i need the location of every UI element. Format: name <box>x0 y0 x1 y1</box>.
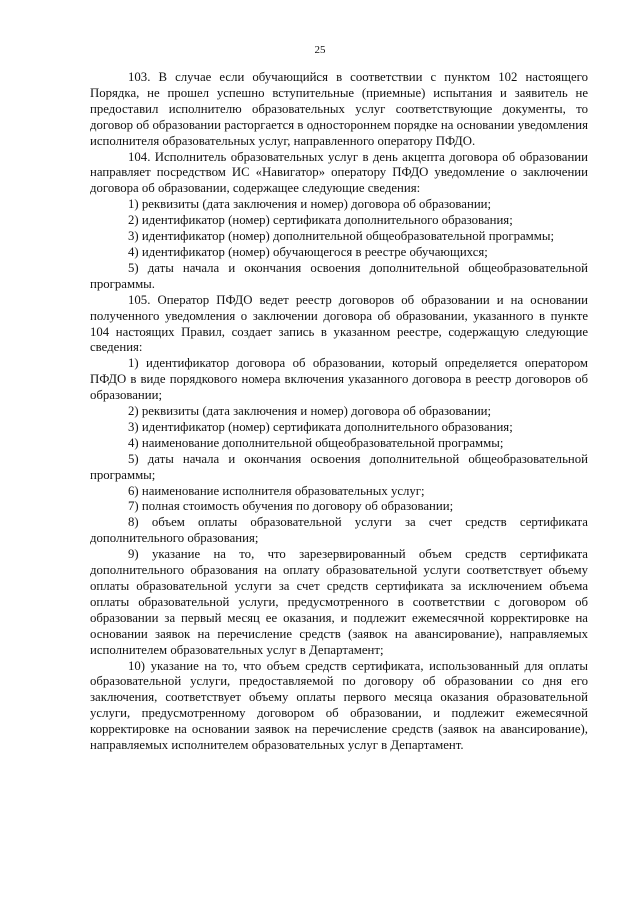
paragraph-105: 105. Оператор ПФДО ведет реестр договоров об образовании и на основании полученного уведомления о заключении договора об образовании, указанного в пункте 104 настоящих Правил, создает запись в указанном реестре, содержащую следующие сведения: <box>90 292 588 355</box>
page-number: 25 <box>314 44 326 56</box>
list-item: 2) идентификатор (номер) сертификата дополнительного образования; <box>128 213 513 228</box>
list-item: 3) идентификатор (номер) дополнительной общеобразовательной программы; <box>128 229 555 244</box>
paragraph-103: 103. В случае если обучающийся в соответствии с пунктом 102 настоящего Порядка, не прошел успешно вступительные (приемные) испытания и заявитель не предоставил исполнителю образовательных услуг соответствующие документы, то договор об образовании расторгается в одностороннем порядке на основании уведомления исполнителя образовательных услуг, направленного оператору ПФДО. <box>90 70 588 148</box>
list-item: 4) идентификатор (номер) обучающегося в реестре обучающихся; <box>128 244 488 259</box>
list-item: 6) наименование исполнителя образовательных услуг; <box>128 483 425 498</box>
list-item: 5) даты начала и окончания освоения дополнительной общеобразовательной программы; <box>90 451 588 482</box>
list-item: 10) указание на то, что объем средств сертификата, использованный для оплаты образовательной услуги, предоставляемой по договору об образовании со дня его заключения, соответствует объему оплаты первого месяца оказания образовательной услуги, предусмотренному договором об образовании, и подлежит ежемесячной корректировке на основании заявок на перечисление средств (заявок на авансирование), направляемых исполнителем образовательных услуг в Департамент. <box>90 658 588 753</box>
list-item: 9) указание на то, что зарезервированный объем средств сертификата дополнительного образования на оплату образовательной услуги соответствует объему оплаты образовательной услуги за счет средств сертификата за исключением объема оплаты образовательной услуги, предусмотренного в соответствии с договором об образовании за первый месяц ее оказания, и подлежит ежемесячной корректировке на основании заявок на перечисление средств (заявок на авансирование), направляемых исполнителем образовательных услуг в Департамент; <box>90 547 588 657</box>
list-item: 7) полная стоимость обучения по договору об образовании; <box>128 499 454 514</box>
list-item: 4) наименование дополнительной общеобразовательной программы; <box>128 435 504 450</box>
list-item: 3) идентификатор (номер) сертификата дополнительного образования; <box>128 419 513 434</box>
list-item: 2) реквизиты (дата заключения и номер) договора об образовании; <box>128 404 492 419</box>
paragraph-104: 104. Исполнитель образовательных услуг в день акцепта договора об образовании направляет посредством ИС «Навигатор» оператору ПФДО уведомление о заключении договора об образовании, содержащее следующие сведения: <box>90 149 588 196</box>
list-item: 1) идентификатор договора об образовании, который определяется оператором ПФДО в виде порядкового номера включения указанного договора в реестр договоров об образовании; <box>90 356 588 403</box>
list-item: 8) объем оплаты образовательной услуги за счет средств сертификата дополнительного образования; <box>90 515 588 546</box>
document-body <box>90 70 588 754</box>
list-item: 1) реквизиты (дата заключения и номер) договора об образовании; <box>128 197 492 212</box>
list-item: 5) даты начала и окончания освоения дополнительной общеобразовательной программы. <box>90 260 588 291</box>
